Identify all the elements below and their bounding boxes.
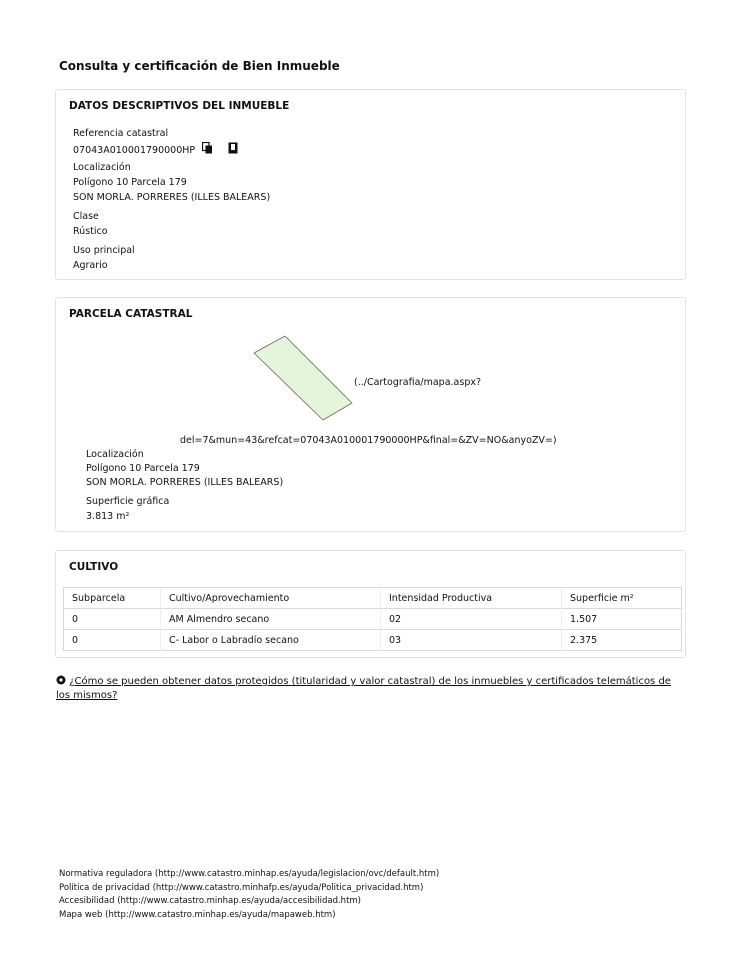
localizacion-line2: SON MORLA. PORRERES (ILLES BALEARS) [73,192,271,203]
footer-link-accesibilidad[interactable]: Accesibilidad (http://www.catastro.minhap.es/ayuda/accesibilidad.htm) [59,896,362,906]
clase-label: Clase [73,211,99,222]
footer-link-mapa-web[interactable]: Mapa web (http://www.catastro.minhap.es/ayuda/mapaweb.htm) [59,909,336,920]
map-link-part1[interactable]: (../Cartografia/mapa.aspx? [354,377,482,388]
protected-data-help-link[interactable]: ¿Cómo se pueden obtener datos protegidos (titularidad y valor catastral) de los inmuebles y certificados telemáticos de los mismos? [56,676,671,701]
column-header: Subparcela [72,592,126,604]
table-cell: AM Almendro secano [161,609,381,630]
table-cell: C- Labor o Labradío secano [161,630,381,651]
uso-label: Uso principal [73,245,135,256]
clase-value: Rústico [73,226,108,237]
table-header-row [64,588,682,609]
panel-title: PARCELA CATASTRAL [69,308,193,320]
superficie-value: 3.813 m² [86,511,130,522]
panel-title: DATOS DESCRIPTIVOS DEL INMUEBLE [69,100,290,112]
parcel-map-shape[interactable] [251,335,361,425]
column-header: Superficie m² [562,588,682,609]
table-cell: 1.507 [562,609,682,630]
help-section [56,675,686,703]
localizacion-line1: Polígono 10 Parcela 179 [73,177,187,188]
cultivo-table [63,587,682,651]
ref-value-row [59,142,238,158]
footer-link-privacidad[interactable]: Política de privacidad (http://www.catastro.minhafp.es/ayuda/Politica_privacidad.htm) [59,882,424,893]
document-icon[interactable] [228,142,238,158]
table-cell: 0 [64,630,161,651]
map-link-part2[interactable]: del=7&mun=43&refcat=07043A010001790000HP&final=&ZV=NO&anyoZV=) [180,435,557,446]
localizacion-label: Localización [73,162,131,173]
page-title: Consulta y certificación de Bien Inmueble [59,59,340,73]
copy-icon[interactable] [202,142,213,158]
cultivo-panel [55,550,686,658]
footer-link-normativa[interactable]: Normativa reguladora (http://www.catastro.minhap.es/ayuda/legislacion/ovc/default.htm) [59,869,440,879]
ref-value: 07043A010001790000HP [73,144,196,156]
panel-title: CULTIVO [69,561,119,573]
ref-label: Referencia catastral [73,128,169,139]
table-cell: 0 [64,609,161,630]
uso-value: Agrario [73,260,108,271]
table-cell: 03 [381,630,562,651]
column-header: Cultivo/Aprovechamiento [161,588,381,609]
question-bullet-icon [56,676,69,687]
parcel-panel [55,297,686,532]
superficie-label: Superficie gráfica [86,496,170,507]
parcel-localizacion-line1: Polígono 10 Parcela 179 [86,463,200,474]
parcel-localizacion-label: Localización [86,449,144,460]
table-cell: 2.375 [562,630,682,651]
footer [59,868,439,922]
descriptive-data-panel [55,89,686,280]
table-cell: 02 [381,609,562,630]
table-row [64,630,682,651]
parcel-localizacion-line2: SON MORLA. PORRERES (ILLES BALEARS) [86,477,284,488]
table-row [64,609,682,630]
column-header: Intensidad Productiva [381,588,562,609]
